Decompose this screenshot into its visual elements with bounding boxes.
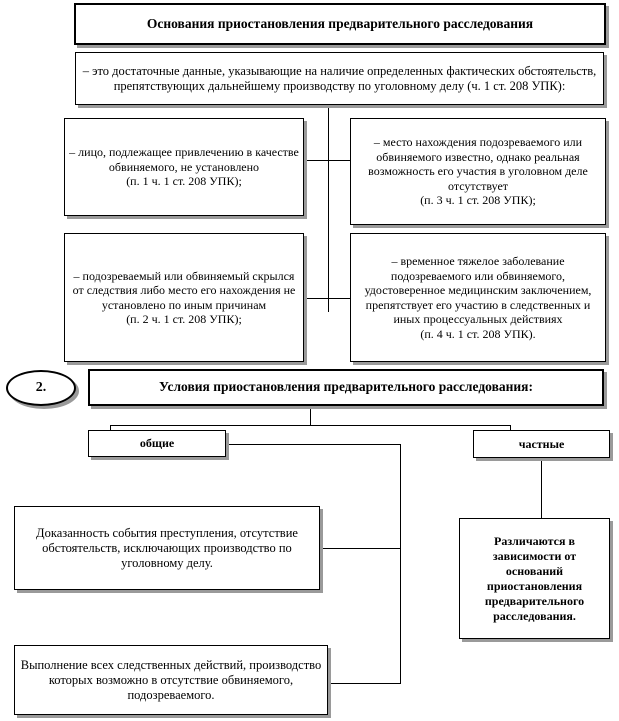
connector-main-vertical — [328, 104, 329, 312]
ground-box-3 — [350, 118, 606, 225]
connector-general-right — [226, 444, 401, 445]
connector-to-ground-4 — [328, 298, 350, 299]
section2-number-badge — [6, 370, 76, 406]
connector-general-vertical — [400, 444, 401, 684]
connector-cond-horizontal — [110, 425, 511, 426]
section1-title-text: Основания приостановления предварительного расследования — [146, 15, 534, 31]
general-item-1-text: Доказанность события преступления, отсутствие обстоятельств, исключающих производство по уголовному делу. — [36, 525, 298, 570]
section1-definition — [75, 52, 604, 105]
section2-number: 2. — [35, 380, 47, 395]
section2-title-text: Условия приостановления предварительного расследования: — [159, 379, 533, 395]
general-item-1 — [14, 506, 320, 590]
section1-title — [74, 3, 606, 45]
connector-general-item-1 — [320, 548, 401, 549]
ground-4-ref: (п. 4 ч. 1 ст. 208 УПК). — [420, 326, 536, 341]
general-item-2-text: Выполнение всех следственных действий, производство которых возможно в отсутствие обвиняемого, подозреваемого. — [20, 657, 322, 702]
connector-to-ground-1 — [304, 160, 328, 161]
definition-text: – это достаточные данные, указывающие на наличие определенных фактических обстоятельств, препятствующих дальнейшему производству по уголовному делу (ч. 1 ст. 208 УПК): — [82, 63, 597, 93]
particular-label-box — [473, 430, 610, 458]
connector-to-ground-3 — [328, 160, 350, 161]
connector-cond-down — [310, 405, 311, 426]
general-label: общие — [139, 436, 175, 451]
ground-3-text: – место нахождения подозреваемого или обвиняемого известно, однако реальная возможность его участия в уголовном деле отсутствует — [368, 135, 588, 193]
ground-2-ref: (п. 2 ч. 1 ст. 208 УПК); — [126, 312, 242, 326]
connector-to-ground-2 — [304, 298, 328, 299]
general-label-box — [88, 430, 226, 457]
particular-item-text: Различаются в зависимости от оснований приостановления предварительного расследования. — [484, 533, 585, 623]
ground-3-ref: (п. 3 ч. 1 ст. 208 УПК); — [420, 193, 536, 208]
ground-box-4 — [350, 233, 606, 362]
ground-2-text: – подозреваемый или обвиняемый скрылся от следствия либо место его нахождения не установлено по иным причинам — [72, 268, 296, 312]
ground-box-2 — [64, 233, 304, 362]
general-item-2 — [14, 645, 328, 715]
ground-box-1 — [64, 118, 304, 216]
ground-1-text: – лицо, подлежащее привлечению в качестве обвиняемого, не установлено — [69, 145, 299, 174]
connector-particular-down — [541, 458, 542, 518]
particular-label: частные — [518, 436, 565, 451]
particular-item — [459, 518, 610, 639]
ground-4-text: – временное тяжелое заболевание подозреваемого или обвиняемого, удостоверенное медицинским заключением, препятствует его участию в следственных и иных процессуальных действиях — [364, 254, 592, 326]
connector-general-item-2 — [328, 683, 401, 684]
ground-1-ref: (п. 1 ч. 1 ст. 208 УПК); — [126, 174, 242, 189]
section2-title — [88, 369, 604, 406]
